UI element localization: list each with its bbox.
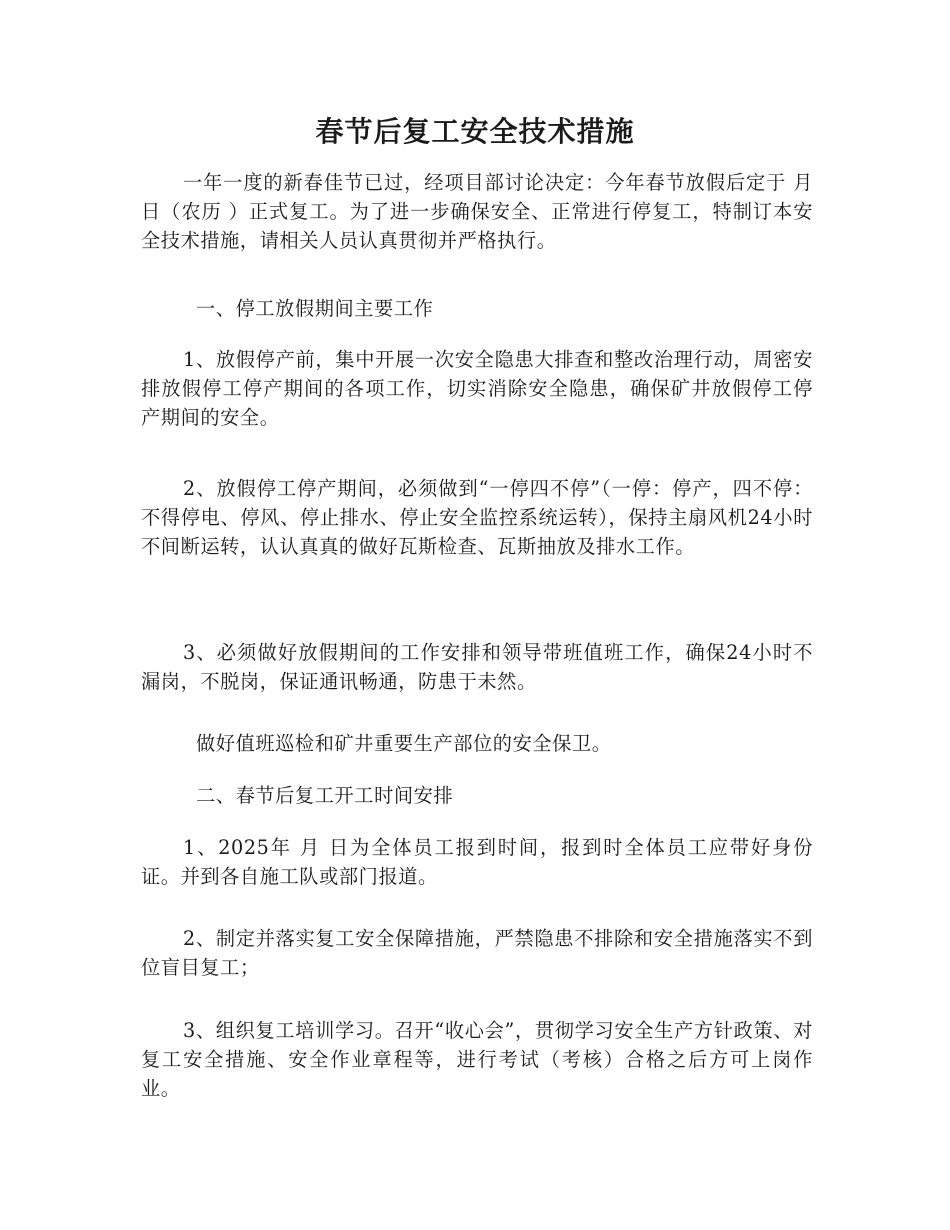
section2-item-3: 3、组织复工培训学习。召开“收心会”，贯彻学习安全生产方针政策、对复工安全措施、安全作业章程等，进行考试（考核）合格之后方可上岗作业。	[141, 1019, 813, 1100]
section1-item-3: 3、必须做好放假期间的工作安排和领导带班值班工作，确保24小时不漏岗，不脱岗，保证通讯畅通，防患于未然。	[141, 641, 813, 693]
section-heading-1: 一、停工放假期间主要工作	[196, 297, 434, 320]
document-title: 春节后复工安全技术措施	[315, 115, 635, 148]
section-heading-2: 二、春节后复工开工时间安排	[196, 784, 454, 807]
section2-item-1: 1、2025年 月 日为全体员工报到时间，报到时全体员工应带好身份证。并到各自施工队或部门报道。	[141, 836, 813, 888]
intro-paragraph: 一年一度的新春佳节已过，经项目部讨论决定：今年春节放假后定于 月 日（农历 ）正式复工。为了进一步确保安全、正常进行停复工，特制订本安全技术措施，请相关人员认真贯彻并严格执行。	[141, 171, 813, 252]
section1-item-2: 2、放假停工停产期间，必须做到“一停四不停”（一停：停产，四不停：不得停电、停风、停止排水、停止安全监控系统运转），保持主扇风机24小时不间断运转，认认真真的做好瓦斯检查、瓦斯抽放及排水工作。	[141, 477, 813, 558]
section1-item-1: 1、放假停产前，集中开展一次安全隐患大排查和整改治理行动，周密安排放假停工停产期间的各项工作，切实消除安全隐患，确保矿井放假停工停产期间的安全。	[141, 348, 813, 429]
section2-item-2: 2、制定并落实复工安全保障措施，严禁隐患不排除和安全措施落实不到位盲目复工；	[141, 927, 813, 979]
section1-note: 做好值班巡检和矿井重要生产部位的安全保卫。	[196, 732, 612, 755]
